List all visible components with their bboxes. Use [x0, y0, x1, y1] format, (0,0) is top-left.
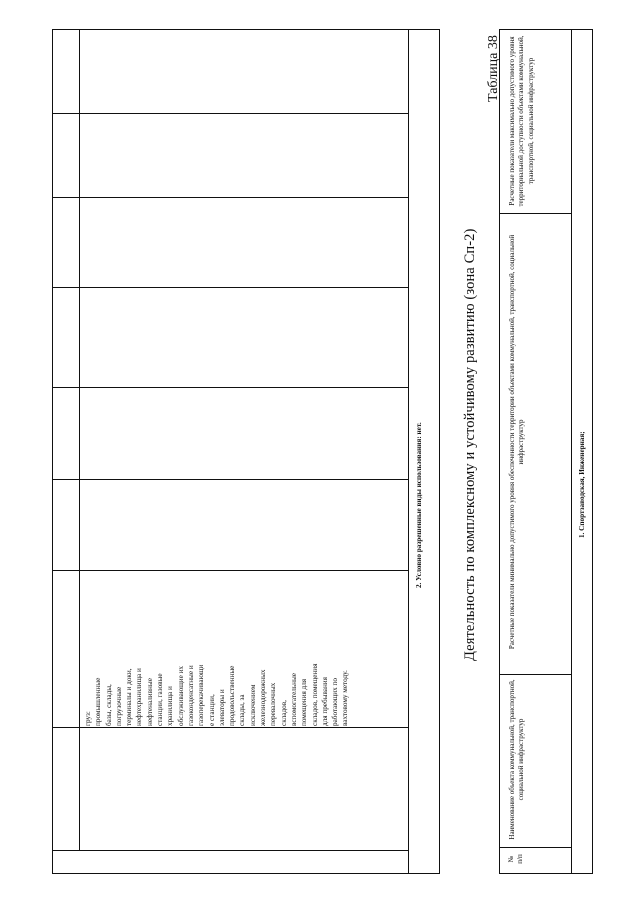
section-1-heading: 1. Спортзаводская, Инженерная;: [578, 431, 586, 538]
list-line: хранилища и: [166, 686, 175, 726]
cell-divider: [53, 287, 408, 288]
list-line: помещения для: [300, 678, 309, 726]
header-divider: [500, 213, 572, 214]
list-line: груз:: [84, 711, 92, 726]
list-line: перевалочных: [269, 682, 278, 726]
table-title: Деятельность по комплексному и устойчивому развитию (зона Сп-2): [462, 228, 478, 661]
landscape-table-bottom: [499, 29, 593, 874]
header-col-name: [508, 677, 527, 842]
list-line: вспомогательные: [289, 672, 298, 726]
header-col-number: [507, 848, 526, 870]
cell-divider: [53, 479, 408, 480]
list-line: работающих по: [331, 678, 340, 726]
list-line: железнодорожных: [259, 669, 268, 726]
list-line: базы, склады,: [104, 684, 113, 726]
header-col-name-text: Наименование объекта коммунальной, транспортной, социальной инфраструктур: [508, 679, 526, 840]
list-line: промышленные: [94, 677, 103, 726]
list-line: элеваторы и: [217, 689, 226, 726]
list-line: складов,: [279, 700, 288, 726]
list-line: нефтехранилища и: [135, 668, 144, 726]
header-col-min-text: Расчетные показатели минимально допустимого уровня обеспеченности территории объектами коммунальной, транспортной, социальной инфраструктур: [508, 234, 526, 650]
list-line: обслуживающие их: [176, 665, 185, 726]
cell-divider: [53, 727, 408, 728]
header-col-max-text: Расчетные показатели максимально допустимого уровня территориальной доступности объектами коммунальной, транспортной, социальной инфраструктур: [508, 35, 535, 207]
list-line: для пребывания: [320, 677, 329, 726]
header-divider: [500, 674, 572, 675]
landscape-table-top: [52, 29, 440, 874]
cell-divider: [53, 197, 408, 198]
list-line: е станции,: [207, 694, 216, 726]
list-line: исключением: [248, 684, 257, 726]
cell-divider: [53, 113, 408, 114]
list-line: станции, газовые: [156, 673, 165, 726]
header-col-min: [508, 216, 527, 668]
header-col-max: [508, 35, 536, 207]
row-divider-section-2: [408, 30, 409, 873]
permitted-uses-list: [83, 546, 351, 726]
row-divider-bottom: [53, 850, 408, 851]
list-line: склады, за: [238, 694, 247, 726]
table-number: Таблица 38: [486, 35, 501, 102]
list-line: терминалы и доки,: [125, 668, 134, 726]
list-line: вахтовому методу.: [341, 670, 350, 726]
cell-divider: [53, 387, 408, 388]
list-line: погрузочные: [114, 686, 123, 726]
list-line: газоперекачивающи: [197, 664, 206, 726]
section-2-heading: 2. Условно разрешенные виды использования: нет.: [415, 422, 423, 588]
header-col-number-text: № п/п: [507, 854, 525, 864]
list-line: нефтеналивные: [145, 678, 154, 726]
row-divider: [571, 30, 572, 873]
list-line: газоконденсатные и: [186, 665, 195, 726]
list-line: продовольственные: [228, 665, 237, 726]
list-line: складов, помещения: [310, 663, 319, 726]
